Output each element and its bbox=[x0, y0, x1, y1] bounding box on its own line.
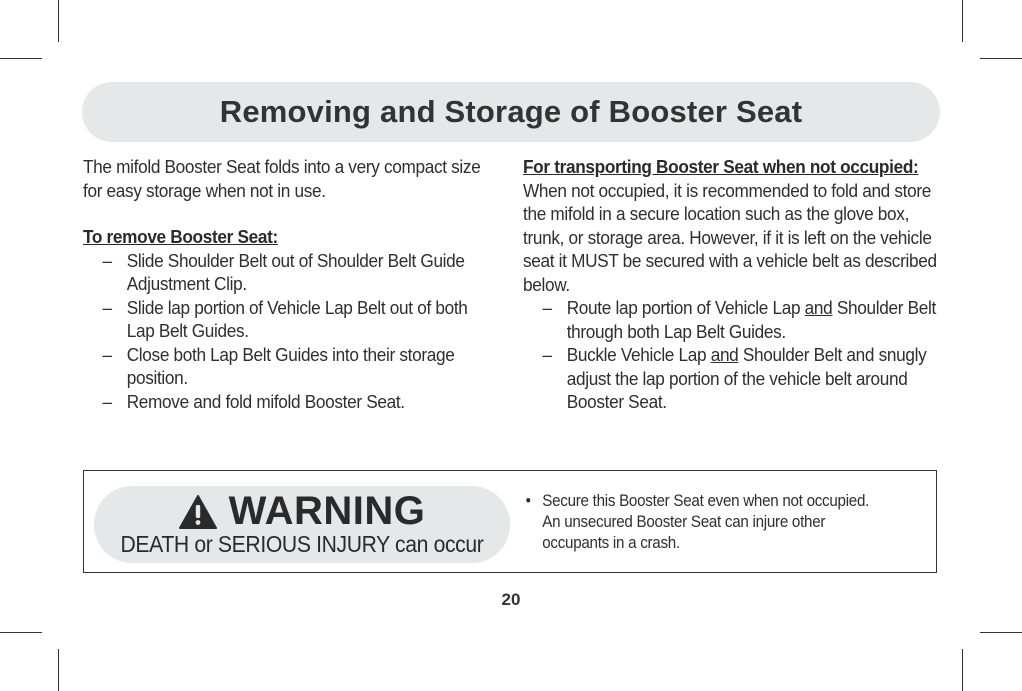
title-banner bbox=[82, 82, 940, 142]
warning-triangle-icon bbox=[179, 495, 217, 529]
list-item bbox=[83, 296, 492, 343]
warning-title: WARNING bbox=[228, 489, 426, 533]
step-text: Remove and fold mifold Booster Seat. bbox=[126, 390, 405, 412]
remove-heading: To remove Booster Seat: bbox=[83, 226, 278, 247]
list-item bbox=[523, 296, 942, 343]
step-text: Close both Lap Belt Guides into their storage position. bbox=[126, 343, 455, 388]
crop-mark bbox=[980, 632, 1022, 633]
intro-text: The mifold Booster Seat folds into a very compact size for easy storage when not in use. bbox=[83, 156, 481, 201]
transport-steps-list bbox=[523, 296, 942, 414]
dash-marker: – bbox=[542, 297, 552, 318]
list-item bbox=[83, 390, 492, 414]
underlined-word: and bbox=[710, 344, 739, 365]
list-item bbox=[83, 343, 492, 390]
warning-line-1: Secure this Booster Seat even when not occupied. bbox=[542, 492, 870, 510]
list-item bbox=[523, 343, 942, 414]
dash-marker: – bbox=[102, 249, 112, 271]
right-column bbox=[523, 155, 942, 414]
crop-mark bbox=[0, 632, 42, 633]
transport-heading: For transporting Booster Seat when not occupied: bbox=[523, 156, 919, 177]
crop-mark bbox=[962, 649, 963, 691]
crop-mark bbox=[980, 58, 1022, 59]
warning-pill bbox=[94, 486, 510, 563]
warning-subtitle: DEATH or SERIOUS INJURY can occur bbox=[120, 531, 484, 557]
left-column bbox=[83, 155, 492, 413]
step-text: Slide lap portion of Vehicle Lap Belt out of both Lap Belt Guides. bbox=[126, 296, 468, 341]
crop-mark bbox=[58, 649, 59, 691]
dash-marker: – bbox=[102, 296, 112, 318]
step-text: Shoulder Belt and snugly adjust the lap portion of the vehicle belt around Booster Seat. bbox=[566, 344, 927, 412]
step-text: Shoulder Belt through both Lap Belt Guides. bbox=[566, 297, 936, 342]
warning-line-2: An unsecured Booster Seat can injure other occupants in a crash. bbox=[542, 513, 826, 552]
warning-message bbox=[522, 491, 890, 554]
transport-text: When not occupied, it is recommended to fold and store the mifold in a secure location such as the glove box, trunk, or storage area. However, if it is left on the vehicle seat it MUST be secured with a vehicle belt as described below. bbox=[523, 179, 937, 295]
dash-marker: – bbox=[542, 344, 552, 365]
step-text: Route lap portion of Vehicle Lap bbox=[566, 297, 805, 318]
step-text: Buckle Vehicle Lap bbox=[566, 344, 711, 365]
step-text: Slide Shoulder Belt out of Shoulder Belt Guide Adjustment Clip. bbox=[126, 249, 465, 294]
crop-mark bbox=[58, 0, 59, 42]
crop-mark bbox=[962, 0, 963, 42]
page-title: Removing and Storage of Booster Seat bbox=[219, 94, 803, 129]
page-number: 20 bbox=[501, 590, 521, 609]
warning-heading bbox=[94, 489, 510, 534]
dash-marker: – bbox=[102, 390, 112, 412]
dash-marker: – bbox=[102, 343, 112, 365]
list-item bbox=[83, 249, 492, 296]
remove-steps-list bbox=[83, 249, 492, 414]
bullet-marker: • bbox=[525, 492, 531, 510]
crop-mark bbox=[0, 58, 42, 59]
underlined-word: and bbox=[804, 297, 833, 318]
warning-box bbox=[83, 470, 937, 573]
